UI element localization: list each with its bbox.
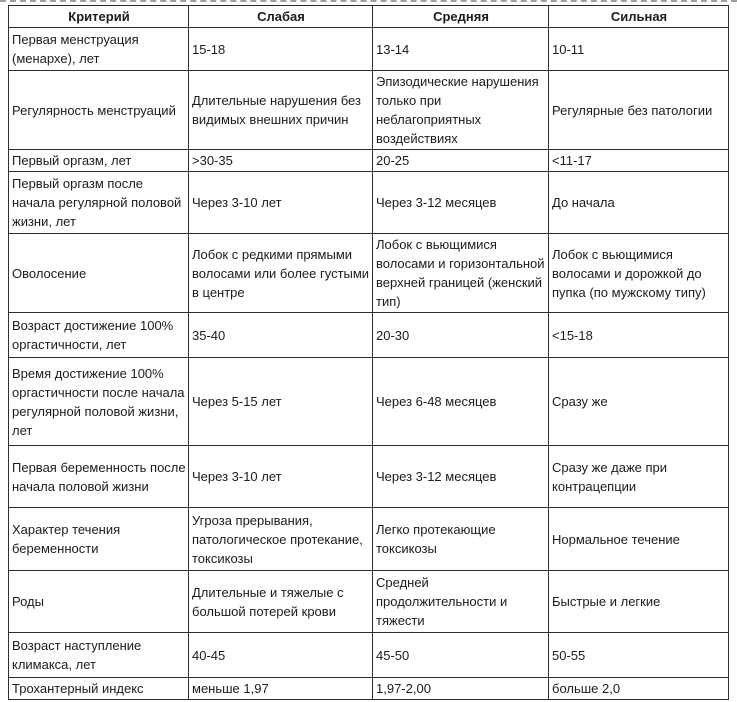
cell-medium: 20-30	[373, 313, 549, 358]
table-row	[9, 446, 729, 508]
cell-weak: >30-35	[189, 150, 373, 172]
table-row	[9, 508, 729, 571]
table-row	[9, 678, 729, 700]
row-label: Характер течения беременности	[9, 508, 189, 571]
row-label: Регулярность менструаций	[9, 71, 189, 150]
cell-weak: Лобок с редкими прямыми волосами или более густыми в центре	[189, 234, 373, 313]
cell-medium: Лобок с вьющимися волосами и горизонтальной верхней границей (женский тип)	[373, 234, 549, 313]
cell-weak: Угроза прерывания, патологическое протекание, токсикозы	[189, 508, 373, 571]
header-row	[9, 6, 729, 28]
cell-medium: Через 3-12 месяцев	[373, 172, 549, 234]
row-label: Первая беременность после начала половой жизни	[9, 446, 189, 508]
row-label: Время достижение 100% оргастичности после начала регулярной половой жизни, лет	[9, 358, 189, 446]
table-row	[9, 28, 729, 71]
criteria-table	[8, 5, 729, 700]
cell-weak: Длительные и тяжелые с большой потерей крови	[189, 571, 373, 633]
row-label: Роды	[9, 571, 189, 633]
table-row	[9, 313, 729, 358]
cell-weak: Через 3-10 лет	[189, 446, 373, 508]
table-row	[9, 234, 729, 313]
row-label: Трохантерный индекс	[9, 678, 189, 700]
table-row	[9, 172, 729, 234]
cell-strong: <15-18	[549, 313, 729, 358]
cell-weak: 35-40	[189, 313, 373, 358]
cell-weak: Через 3-10 лет	[189, 172, 373, 234]
cell-strong: Сразу же	[549, 358, 729, 446]
cell-medium: 1,97-2,00	[373, 678, 549, 700]
header-strong: Сильная	[549, 6, 729, 28]
row-label: Первый оргазм, лет	[9, 150, 189, 172]
row-label: Первая менструация (менархе), лет	[9, 28, 189, 71]
header-criterion: Критерий	[9, 6, 189, 28]
cell-weak: 40-45	[189, 633, 373, 678]
cell-strong: Сразу же даже при контрацепции	[549, 446, 729, 508]
table-row	[9, 358, 729, 446]
cell-strong: 10-11	[549, 28, 729, 71]
cell-strong: <11-17	[549, 150, 729, 172]
header-weak: Слабая	[189, 6, 373, 28]
cell-medium: Через 6-48 месяцев	[373, 358, 549, 446]
cell-strong: Быстрые и легкие	[549, 571, 729, 633]
cell-weak: 15-18	[189, 28, 373, 71]
cell-strong: больше 2,0	[549, 678, 729, 700]
cell-medium: 20-25	[373, 150, 549, 172]
cell-medium: Через 3-12 месяцев	[373, 446, 549, 508]
cell-medium: Эпизодические нарушения только при неблагоприятных воздействиях	[373, 71, 549, 150]
cell-strong: 50-55	[549, 633, 729, 678]
table-row	[9, 571, 729, 633]
cell-strong: Нормальное течение	[549, 508, 729, 571]
cell-medium: Средней продолжительности и тяжести	[373, 571, 549, 633]
row-label: Возраст наступление климакса, лет	[9, 633, 189, 678]
cell-strong: Лобок с вьющимися волосами и дорожкой до пупка (по мужскому типу)	[549, 234, 729, 313]
row-label: Возраст достижение 100% оргастичности, лет	[9, 313, 189, 358]
cell-medium: 45-50	[373, 633, 549, 678]
cell-weak: Через 5-15 лет	[189, 358, 373, 446]
cell-weak: меньше 1,97	[189, 678, 373, 700]
row-label: Оволосение	[9, 234, 189, 313]
table-row	[9, 71, 729, 150]
cell-strong: До начала	[549, 172, 729, 234]
row-label: Первый оргазм после начала регулярной половой жизни, лет	[9, 172, 189, 234]
table-row	[9, 633, 729, 678]
header-medium: Средняя	[373, 6, 549, 28]
cell-strong: Регулярные без патологии	[549, 71, 729, 150]
page-break-dashed-line	[0, 0, 737, 2]
cell-medium: Легко протекающие токсикозы	[373, 508, 549, 571]
cell-medium: 13-14	[373, 28, 549, 71]
table-row	[9, 150, 729, 172]
cell-weak: Длительные нарушения без видимых внешних причин	[189, 71, 373, 150]
